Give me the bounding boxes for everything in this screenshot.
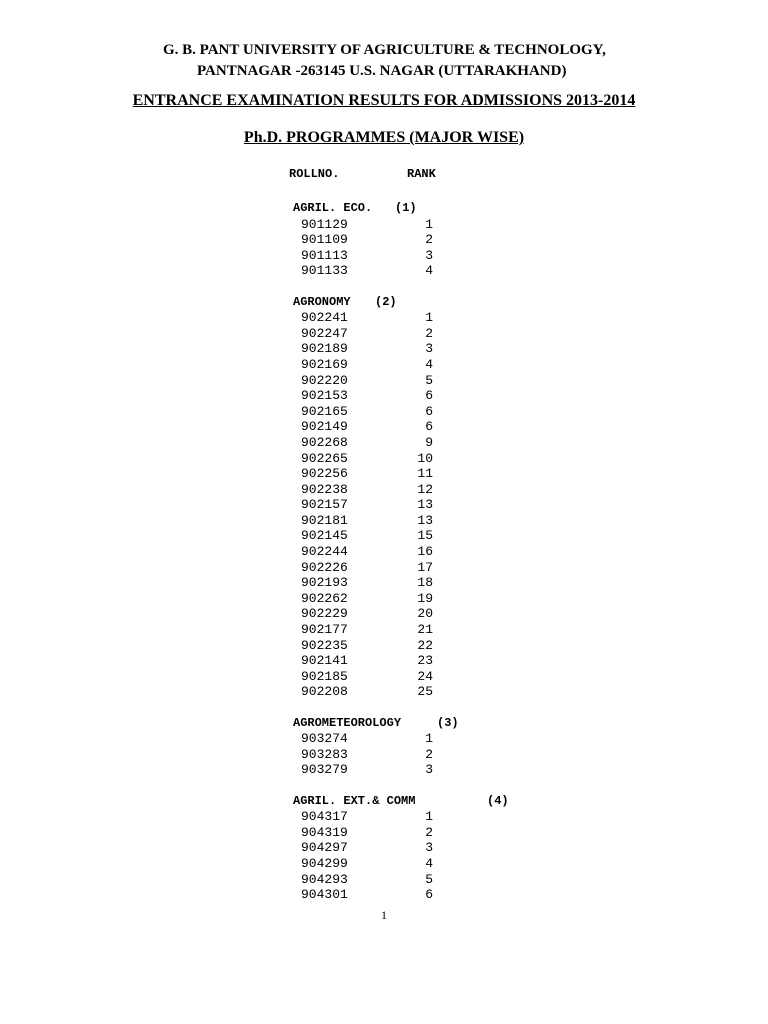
rank-value: 5 xyxy=(425,871,433,887)
university-address: PANTNAGAR -263145 U.S. NAGAR (UTTARAKHAND) xyxy=(197,63,567,79)
rank-value: 5 xyxy=(425,372,433,388)
roll-number: 902235 xyxy=(301,637,348,653)
result-row xyxy=(0,310,768,326)
roll-number: 902256 xyxy=(301,466,348,482)
rank-value: 6 xyxy=(425,388,433,404)
rank-value: 4 xyxy=(425,263,433,279)
result-row xyxy=(0,653,768,669)
roll-number: 902157 xyxy=(301,497,348,513)
roll-number: 902220 xyxy=(301,372,348,388)
roll-number: 904293 xyxy=(301,871,348,887)
rank-value: 2 xyxy=(425,232,433,248)
section-name: AGRIL. ECO. xyxy=(293,201,373,215)
roll-number: 904301 xyxy=(301,887,348,903)
rank-value: 3 xyxy=(425,341,433,357)
result-row xyxy=(0,606,768,622)
rank-value: 22 xyxy=(417,637,433,653)
result-row xyxy=(0,404,768,420)
rank-value: 20 xyxy=(417,606,433,622)
rank-value: 25 xyxy=(417,684,433,700)
roll-number: 902153 xyxy=(301,388,348,404)
result-row xyxy=(0,762,768,778)
result-row xyxy=(0,232,768,248)
roll-number: 902268 xyxy=(301,434,348,450)
rank-value: 1 xyxy=(425,731,433,747)
result-row xyxy=(0,856,768,872)
roll-number: 902208 xyxy=(301,684,348,700)
roll-number: 903279 xyxy=(301,762,348,778)
roll-number: 902181 xyxy=(301,512,348,528)
result-row xyxy=(0,591,768,607)
rank-value: 18 xyxy=(417,575,433,591)
rank-value: 6 xyxy=(425,887,433,903)
section-code: (2) xyxy=(375,294,397,309)
result-row xyxy=(0,684,768,700)
roll-number: 902241 xyxy=(301,310,348,326)
roll-number: 903274 xyxy=(301,731,348,747)
column-header-rank: RANK xyxy=(407,167,436,181)
roll-number: 904299 xyxy=(301,855,348,871)
result-row xyxy=(0,263,768,279)
rank-value: 3 xyxy=(425,840,433,856)
rank-value: 24 xyxy=(417,668,433,684)
document-title: ENTRANCE EXAMINATION RESULTS FOR ADMISSIONS 2013-2014 xyxy=(132,92,636,109)
result-row xyxy=(0,435,768,451)
rank-value: 2 xyxy=(425,325,433,341)
result-row xyxy=(0,341,768,357)
section-code: (4) xyxy=(487,793,509,808)
result-row xyxy=(0,217,768,233)
roll-number: 901109 xyxy=(301,232,348,248)
result-row xyxy=(0,248,768,264)
rank-value: 12 xyxy=(417,481,433,497)
results-list xyxy=(0,201,768,918)
roll-number: 904319 xyxy=(301,824,348,840)
major-section xyxy=(0,716,768,778)
result-row xyxy=(0,466,768,482)
rank-value: 2 xyxy=(425,824,433,840)
section-name: AGRIL. EXT.& COMM xyxy=(293,793,416,808)
roll-number: 902165 xyxy=(301,403,348,419)
result-row xyxy=(0,887,768,903)
result-row xyxy=(0,326,768,342)
result-row xyxy=(0,872,768,888)
rank-value: 11 xyxy=(417,466,433,482)
roll-number: 902238 xyxy=(301,481,348,497)
rank-value: 17 xyxy=(417,559,433,575)
major-section xyxy=(0,201,768,279)
roll-number: 904317 xyxy=(301,809,348,825)
result-row xyxy=(0,825,768,841)
result-row xyxy=(0,731,768,747)
major-section xyxy=(0,295,768,700)
rank-value: 10 xyxy=(417,450,433,466)
roll-number: 901113 xyxy=(301,247,348,263)
rank-value: 6 xyxy=(425,419,433,435)
roll-number: 902149 xyxy=(301,419,348,435)
rank-value: 9 xyxy=(425,434,433,450)
rank-value: 1 xyxy=(425,310,433,326)
section-name: AGRONOMY xyxy=(293,294,351,309)
rank-value: 13 xyxy=(417,497,433,513)
rank-value: 1 xyxy=(425,216,433,232)
section-header xyxy=(0,794,768,810)
result-row xyxy=(0,357,768,373)
result-row xyxy=(0,513,768,529)
rank-value: 2 xyxy=(425,746,433,762)
rank-value: 15 xyxy=(417,528,433,544)
result-row xyxy=(0,451,768,467)
rank-value: 3 xyxy=(425,762,433,778)
rank-value: 4 xyxy=(425,855,433,871)
rank-value: 13 xyxy=(417,512,433,528)
result-row xyxy=(0,560,768,576)
result-row xyxy=(0,840,768,856)
section-header xyxy=(0,201,768,217)
rank-value: 4 xyxy=(425,356,433,372)
roll-number: 902265 xyxy=(301,450,348,466)
section-header xyxy=(0,295,768,311)
roll-number: 903283 xyxy=(301,746,348,762)
roll-number: 902247 xyxy=(301,325,348,341)
rank-value: 19 xyxy=(417,590,433,606)
roll-number: 902244 xyxy=(301,544,348,560)
roll-number: 902193 xyxy=(301,575,348,591)
page-number: 1 xyxy=(381,908,387,922)
rank-value: 23 xyxy=(417,653,433,669)
rank-value: 21 xyxy=(417,622,433,638)
section-header xyxy=(0,716,768,732)
result-row xyxy=(0,809,768,825)
result-row xyxy=(0,497,768,513)
roll-number: 902189 xyxy=(301,341,348,357)
result-row xyxy=(0,575,768,591)
major-section xyxy=(0,794,768,903)
section-code: (1) xyxy=(395,201,417,215)
roll-number: 904297 xyxy=(301,840,348,856)
document-subtitle: Ph.D. PROGRAMMES (MAJOR WISE) xyxy=(243,129,525,146)
roll-number: 901129 xyxy=(301,216,348,232)
roll-number: 902177 xyxy=(301,622,348,638)
roll-number: 902185 xyxy=(301,668,348,684)
roll-number: 902169 xyxy=(301,356,348,372)
result-row xyxy=(0,544,768,560)
column-header-rollno: ROLLNO. xyxy=(289,167,340,181)
section-code: (3) xyxy=(437,715,459,730)
result-row xyxy=(0,528,768,544)
roll-number: 901133 xyxy=(301,263,348,279)
result-row xyxy=(0,482,768,498)
section-name: AGROMETEOROLOGY xyxy=(293,715,402,730)
result-row xyxy=(0,373,768,389)
result-row xyxy=(0,388,768,404)
roll-number: 902262 xyxy=(301,590,348,606)
result-row xyxy=(0,638,768,654)
roll-number: 902229 xyxy=(301,606,348,622)
rank-value: 16 xyxy=(417,544,433,560)
result-row xyxy=(0,747,768,763)
result-row xyxy=(0,419,768,435)
roll-number: 902145 xyxy=(301,528,348,544)
university-name: G. B. PANT UNIVERSITY OF AGRICULTURE & TECHNOLOGY, xyxy=(163,42,606,58)
roll-number: 902226 xyxy=(301,559,348,575)
rank-value: 3 xyxy=(425,247,433,263)
result-row xyxy=(0,622,768,638)
roll-number: 902141 xyxy=(301,653,348,669)
rank-value: 6 xyxy=(425,403,433,419)
rank-value: 1 xyxy=(425,809,433,825)
result-row xyxy=(0,669,768,685)
